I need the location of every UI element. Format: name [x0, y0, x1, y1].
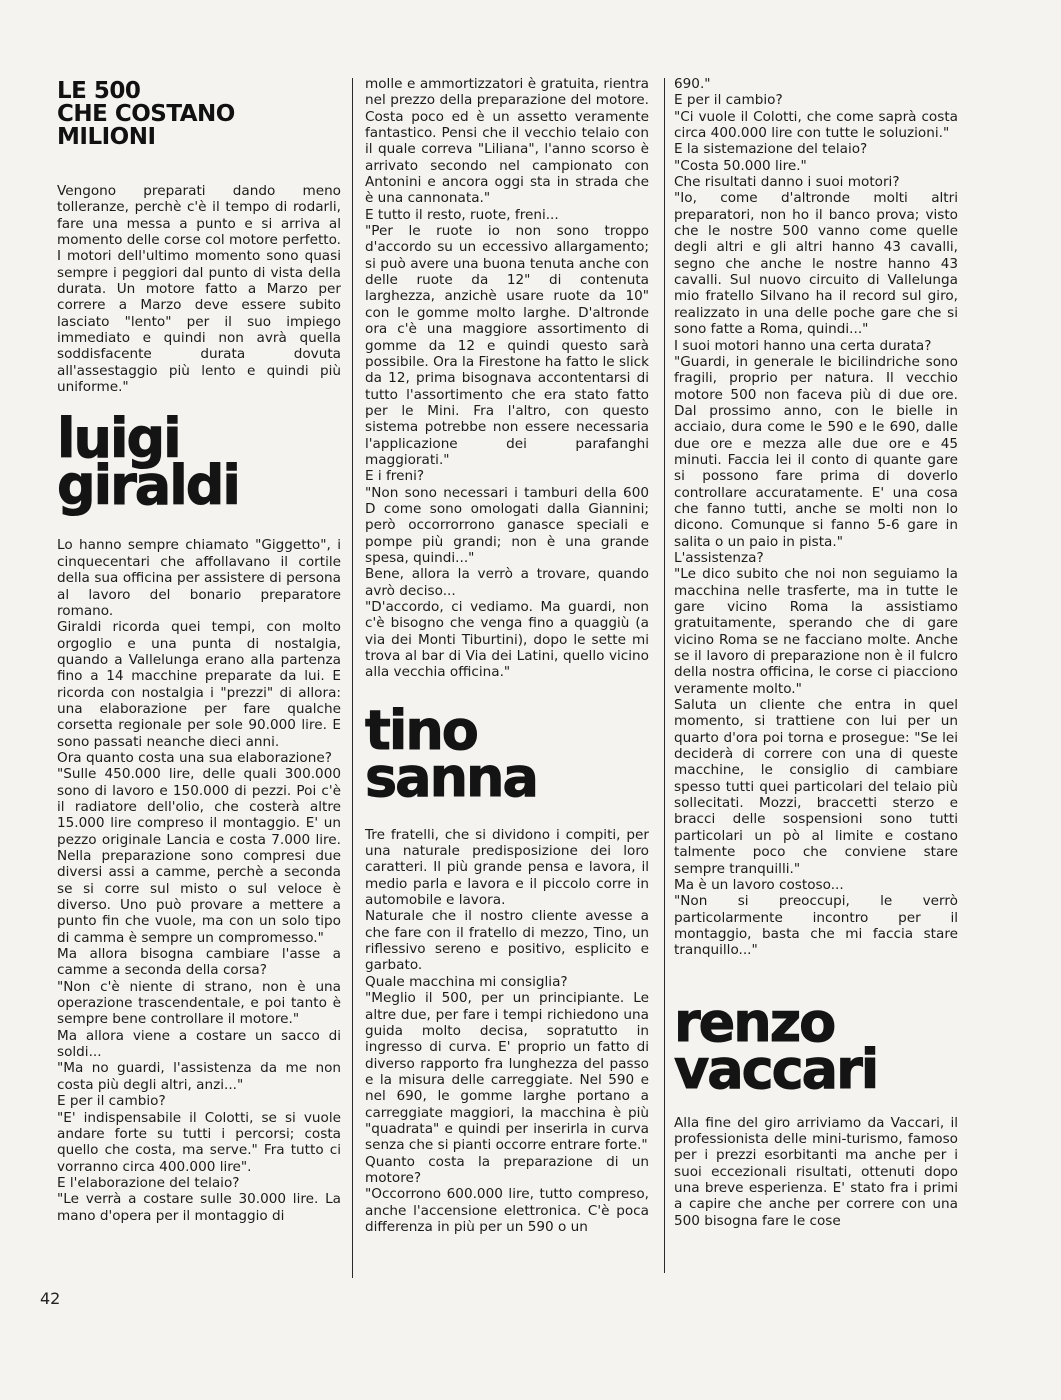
paragraph: "Costa 50.000 lire."	[674, 157, 807, 174]
column-3	[674, 76, 958, 1229]
section-title-line: sanna	[365, 745, 537, 809]
paragraph: E per il cambio?	[674, 92, 783, 109]
section-title-sanna	[365, 698, 649, 809]
paragraph: E l'elaborazione del telaio?	[57, 1174, 240, 1191]
section-title-vaccari	[674, 990, 958, 1101]
paragraph: E la sistemazione del telaio?	[674, 141, 868, 158]
paragraph: 690."	[674, 76, 711, 92]
section-title-line: giraldi	[57, 454, 239, 518]
column-divider	[352, 78, 353, 1278]
paragraph: E i freni?	[365, 468, 425, 485]
paragraph: molle e ammortizzatori è gratuita, rientra nel prezzo della preparazione del motore. Costa poco ed è un assetto veramente fantastico. Pensi che il vecchio telaio con il quale correva "Liliana", l'anno scorso è arrivato secondo nel campionato con Antonini e ancora oggi sta in strada che è una cannonata."	[365, 76, 649, 207]
paragraph: "Non c'è niente di strano, non è una operazione trascendentale, e poi tanto è sempre bene controllare il motore."	[57, 978, 341, 1028]
intro-paragraph: Vengono preparati dando meno tolleranze, perchè c'è il tempo di rodarli, fare una messa a punto e si arriva al momento delle corse col motore perfetto. I motori dell'ultimo momento sono quasi sempre i peggiori dal punto di vista della durata. Un motore fatto a Marzo per correre a Marzo deve essere subito lasciato "lento" per il suo impiego immediato e quindi non avrà quella soddisfacente durata dovuta all'assestaggio più lento e quindi più uniforme."	[57, 183, 341, 396]
column-2	[365, 76, 649, 1235]
page-number: 42	[40, 1289, 61, 1308]
paragraph: L'assistenza?	[674, 549, 764, 566]
paragraph: Saluta un cliente che entra in quel momento, si trattiene con lui per un quarto d'ora poi torna e prosegue: "Se lei deciderà di correre con una di queste macchine, le consiglio di cambiare spesso tutti quei particolari del telaio più sollecitati. Mozzi, braccetti sterzo e bracci delle sospensioni sono tutti particolari un pò al limite e costano talmente poco che conviene stare sempre tranquilli."	[674, 697, 958, 877]
headline-line: MILIONI	[57, 124, 156, 150]
column-divider	[664, 78, 665, 1273]
paragraph: I suoi motori hanno una certa durata?	[674, 337, 932, 354]
section-title-line: tino	[365, 698, 477, 762]
paragraph: "Per le ruote io non sono troppo d'accordo su un eccessivo allargamento; si può avere una buona tenuta anche con delle ruote da 12" di contenuta larghezza, anzichè usare ruote da 10" con le gomme molto larghe. D'altronde ora c'è una maggiore assortimento di gomme da 12 e quindi questo sarà possibile. Ora la Firestone ha fatto le slick da 12, prima bisognava accontentarsi di tutto l'assortimento che era stato fatto per le Mini. Fra l'altro, con questo sistema potrebbe non essere necessaria l'applicazione dei parafanghi maggiorati."	[365, 223, 649, 468]
paragraph: Quanto costa la preparazione di un motore?	[365, 1153, 649, 1186]
section-title-giraldi	[57, 407, 341, 518]
paragraph: E tutto il resto, ruote, freni...	[365, 206, 559, 223]
paragraph: Ma allora bisogna cambiare l'asse a camme a seconda della corsa?	[57, 946, 341, 979]
paragraph: "Non si preoccupi, le verrò particolarmente incontro per il montaggio, basta che mi faccia stare tranquillo..."	[674, 893, 958, 959]
headline-line: LE 500	[57, 78, 141, 104]
section-title-line: luigi	[57, 407, 180, 471]
paragraph: Naturale che il nostro cliente avesse a che fare con il fratello di mezzo, Tino, un riflessivo sereno e positivo, esplicito e garbato.	[365, 908, 649, 974]
paragraph: "Non sono necessari i tamburi della 600 D come sono omologati dalla Giannini; però occorrorrono ganasce speciali e pompe più grandi; non è una grande spesa, quindi..."	[365, 484, 649, 566]
paragraph: "Le verrà a costare sulle 30.000 lire. La mano d'opera per il montaggio di	[57, 1191, 341, 1224]
paragraph: Ma è un lavoro costoso...	[674, 876, 844, 893]
paragraph: "Meglio il 500, per un principiante. Le altre due, per fare i tempi richiedono una guida molto decisa, sopratutto in ingresso di curva. E' proprio un fatto di diverso rapporto fra lunghezza del passo e la misura delle carreggiate. Nel 590 e nel 690, le gomme larghe portano a carreggiate maggiori, la macchina è più "quadrata" e quindi per inserirla in curva senza che si pianti occorre entrare forte."	[365, 990, 649, 1154]
paragraph: E per il cambio?	[57, 1093, 166, 1110]
paragraph: "Ma no guardi, l'assistenza da me non costa più degli altri, anzi..."	[57, 1060, 341, 1093]
paragraph: Ma allora viene a costare un sacco di soldi...	[57, 1027, 341, 1061]
paragraph: "Sulle 450.000 lire, delle quali 300.000 sono di lavoro e 150.000 di pezzi. Poi c'è il radiatore dell'olio, che costerà altre 15.000 lire compreso il montaggio. E' un pezzo originale Lancia e costa 7.000 lire. Nella preparazione sono compresi due diversi assi a camme, perchè a seconda se si corre sul misto o sul veloce è diverso. Uno può provare a mettere a punto fin che vuole, ma con un solo tipo di camma è sempre un compromesso."	[57, 766, 341, 946]
paragraph: "E' indispensabile il Colotti, se si vuole andare forte su tutti i percorsi; costa quello che costa, ma serve." Fra tutto ci vorranno circa 400.000 lire".	[57, 1109, 341, 1175]
paragraph: Lo hanno sempre chiamato "Giggetto", i cinquecentari che affollavano il cortile della sua officina per assistere di persona al lavoro del bonario preparatore romano.	[57, 537, 341, 619]
headline-line: CHE COSTANO	[57, 101, 235, 127]
paragraph: "D'accordo, ci vediamo. Ma guardi, non c'è bisogno che venga fino a quaggiù (a via dei Monti Tiburtini), dopo le sette mi trova al bar di Via dei Latini, quello vicino alla vecchia officina."	[365, 599, 649, 681]
paragraph: Giraldi ricorda quei tempi, con molto orgoglio e una punta di nostalgia, quando a Vallelunga erano alla partenza fino a 14 macchine preparate da lui. E ricorda con nostalgia i "prezzi" di allora: una elaborazione per fare qualche corsetta regionale per sole 90.000 lire. E sono passati neanche dieci anni.	[57, 619, 341, 750]
paragraph: "Occorrono 600.000 lire, tutto compreso, anche l'accensione elettronica. C'è poca differenza in più per un 590 o un	[365, 1186, 649, 1235]
paragraph: Quale macchina mi consiglia?	[365, 973, 568, 990]
column-1	[57, 80, 341, 1224]
paragraph: Che risultati danno i suoi motori?	[674, 174, 900, 191]
paragraph: "Ci vuole il Colotti, che come saprà costa circa 400.000 lire con tutte le soluzioni."	[674, 108, 958, 142]
paragraph: "Io, come d'altronde molti altri preparatori, non ho il banco prova; visto che le nostre 500 vanno come quelle degli altri e gli altri hanno 43 cavalli, segno che anche le nostre hanno 43 cavalli. Sul nuovo circuito di Vallelunga mio fratello Silvano ha il record sul giro, realizzato in una delle poche gare che si sono fatte a Roma, quindi..."	[674, 190, 958, 338]
paragraph: "Le dico subito che noi non seguiamo la macchina nelle trasferte, ma in tutte le gare vicino Roma la assistiamo gratuitamente, sperando che di gare vicino Roma se ne facciano molte. Anche se il lavoro di preparazione non è il fulcro della nostra officina, le corse ci piacciono veramente molto."	[674, 566, 958, 697]
section-title-line: renzo	[674, 990, 835, 1054]
paragraph: Ora quanto costa una sua elaborazione?	[57, 749, 332, 766]
paragraph: "Guardi, in generale le bicilindriche sono fragili, proprio per natura. Il vecchio motore 500 non faceva più di due ore. Dal prossimo anno, con le bielle in acciaio, dura come le 590 e le 690, dalle due ore e mezza alle due ore e 45 minuti. Faccia lei il conto di quante gare si possono fare prima di doverlo controllare accuratamente. E' una cosa che fanno tutti, anche se molti non lo dicono. Comunque si fanno 5-6 gare in salita o un paio in pista."	[674, 353, 958, 550]
article-headline	[57, 80, 341, 149]
paragraph: Alla fine del giro arriviamo da Vaccari, il professionista delle mini-turismo, famoso per i prezzi esorbitanti ma anche per i suoi eccezionali risultati, ottenuti dopo una breve esperienza. E' stato fra i primi a capire che anche per correre con una 500 bisogna fare le cose	[674, 1114, 958, 1229]
paragraph: Bene, allora la verrò a trovare, quando avrò deciso...	[365, 566, 649, 599]
paragraph: Tre fratelli, che si dividono i compiti, per una naturale predisposizione dei loro caratteri. Il più grande pensa e lavora, il medio parla e lavora e il piccolo corre in automobile e lavora.	[365, 826, 649, 909]
section-title-line: vaccari	[674, 1037, 878, 1101]
